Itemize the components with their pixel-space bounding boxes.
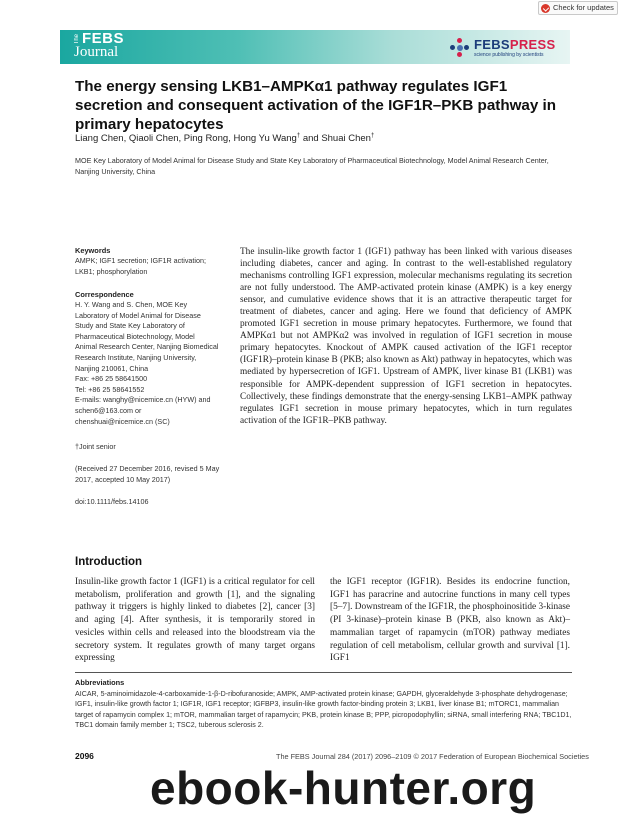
abbreviations-text: AICAR, 5-aminoimidazole-4-carboxamide-1-β-D-ribofuranoside; AMPK, AMP-activated protein kinase; GAPDH, glyceraldehyde 3-phosphate dehydrogenase; IGF1, insulin-like growth factor 1; IGF1R, IGF1 receptor; IGFBP3, insulin-like growth factor-binding protein 3; LKB1, liver kinase B1; mTORC1, mammalian target of rapamycin complex 1; mTOR, mammalian target of rapamycin; PKB, protein kinase B; PPP, picropodophyllin; siRNA, small interfering RNA; TBC1D1, TBC1 domain family member 1; TSC2, tuberous sclerosis 2. bbox=[75, 690, 572, 729]
page-number: 2096 bbox=[75, 751, 94, 761]
correspondence-heading: Correspondence bbox=[75, 290, 134, 299]
correspondence-email[interactable]: chenshuai@nicemice.cn (SC) bbox=[75, 416, 170, 426]
correspondence-line: Laboratory of Model Animal for Disease bbox=[75, 310, 201, 320]
dagger-mark: † bbox=[370, 133, 375, 139]
check-icon bbox=[541, 4, 550, 13]
watermark: ebook-hunter.org bbox=[150, 762, 537, 814]
received-dates: (Received 27 December 2016, revised 5 May 2017, accepted 10 May 2017) bbox=[75, 464, 220, 484]
abbreviations-heading: Abbreviations bbox=[75, 678, 125, 687]
press-tagline: science publishing by scientists bbox=[474, 52, 544, 58]
author: Qiaoli Chen, bbox=[128, 133, 184, 145]
abbreviations-divider bbox=[75, 672, 572, 673]
doi-link[interactable]: doi:10.1111/febs.14106 bbox=[75, 497, 149, 506]
correspondence-line: Research Institute, Nanjing University, bbox=[75, 352, 197, 362]
correspondence-email[interactable]: E-mails: wanghy@nicemice.cn (HYW) and bbox=[75, 395, 211, 405]
correspondence-block bbox=[75, 300, 230, 427]
correspondence-line: Animal Research Center, Nanjing Biomedical bbox=[75, 342, 219, 352]
press-name-b: PRESS bbox=[509, 37, 556, 52]
dagger-mark: † bbox=[296, 133, 301, 139]
author: Ping Rong, bbox=[183, 133, 234, 145]
author-list bbox=[75, 133, 374, 144]
introduction-column-left: Insulin-like growth factor 1 (IGF1) is a critical regulator for cell metabolism, proliferation and growth [1], and the signaling pathway it triggers is highly linked to diabetes [2], cancer [3] and aging [4]. After synthesis, it is temporarily stored in vesicles within cells and released into the bloodstream via the secretory system. It regulates growth of many target organs expressing bbox=[75, 577, 315, 664]
abstract: The insulin-like growth factor 1 (IGF1) pathway has been linked with various diseases including diabetes, cancer and aging. In contrast to the well-established regulatory mechanisms controlling IGF1 expression, molecular mechanisms regulating its secretion are not fully understood. The AMP-activated protein kinase (AMPK) is a key energy sensor, and cumulative evidence shows that it is an attractive therapeutic target for treatment of diabetes, cancer and aging. Here we found that deficiency of AMPK promoted IGF1 secretion in mouse primary hepatocytes. Furthermore, we found that AMPKα1 but not AMPKα2 was involved in regulation of IGF1 secretion in mouse primary hepatocytes. Knockout of AMPK caused activation of the IGF1 receptor (IGF1R)–protein kinase B (PKB; also known as Akt) pathway in hepatocytes, which was mediated by hypersecretion of IGF1. Upstream of AMPK, liver kinase B1 (LKB1) was responsible for AMPK-dependent suppression of IGF1 secretion in hepatocytes. Collectively, these findings demonstrate that the energy-sensing LKB1–AMPK pathway regulates IGF1 secretion in mouse primary hepatocytes, which in turn regulates activation of the IGF1R–PKB pathway. bbox=[240, 247, 572, 426]
correspondence-line: Nanjing 210061, China bbox=[75, 363, 149, 373]
correspondence-tel: Tel: +86 25 58641552 bbox=[75, 384, 145, 394]
introduction-column-right: the IGF1 receptor (IGF1R). Besides its endocrine function, IGF1 has paracrine and autocrine functions in many cell types [5–7]. Downstream of the IGF1R, the phosphoinositide 3-kinase (PI 3-kinase)–protein kinase B (PKB, also known as Akt)–mammalian target of rapamycin (mTOR) pathway mediates regulation of cell metabolism, cellular growth and survival [1]. IGF1 bbox=[330, 577, 570, 664]
febs-press-dots-icon bbox=[450, 38, 470, 58]
correspondence-line: H. Y. Wang and S. Chen, MOE Key bbox=[75, 300, 188, 309]
correspondence-email[interactable]: schen6@163.com or bbox=[75, 405, 142, 415]
article-title: The energy sensing LKB1–AMPKα1 pathway regulates IGF1 secretion and consequent activation of the IGF1R–PKB pathway in primary hepatocytes bbox=[75, 78, 557, 133]
check-for-updates-badge[interactable] bbox=[538, 1, 618, 15]
febs-press-logo bbox=[450, 37, 555, 58]
press-name-a: FEBS bbox=[474, 37, 510, 52]
author: Hong Yu Wang bbox=[233, 133, 297, 145]
logo-the: The bbox=[74, 34, 80, 45]
joint-senior-note: †Joint senior bbox=[75, 442, 116, 451]
introduction-heading: Introduction bbox=[75, 556, 143, 568]
correspondence-line: Pharmaceutical Biotechnology, Model bbox=[75, 331, 195, 341]
journal-citation-footer: The FEBS Journal 284 (2017) 2096–2109 © 2017 Federation of European Biochemical Societies bbox=[276, 752, 589, 761]
author: Liang Chen, bbox=[75, 133, 129, 145]
keywords-heading: Keywords bbox=[75, 246, 111, 255]
check-for-updates-label: Check for updates bbox=[553, 3, 614, 12]
logo-journal: Journal bbox=[74, 44, 119, 60]
keywords-text: AMPK; IGF1 secretion; IGF1R activation; LKB1; phosphorylation bbox=[75, 256, 207, 276]
affiliation: MOE Key Laboratory of Model Animal for Disease Study and State Key Laboratory of Pharmaceutical Biotechnology, Model Animal Research Center, Nanjing University, China bbox=[75, 156, 549, 176]
correspondence-fax: Fax: +86 25 58641500 bbox=[75, 374, 148, 384]
author: and Shuai Chen bbox=[300, 133, 371, 145]
correspondence-line: Study and State Key Laboratory of bbox=[75, 321, 185, 331]
logo-febs: FEBS bbox=[82, 30, 125, 47]
